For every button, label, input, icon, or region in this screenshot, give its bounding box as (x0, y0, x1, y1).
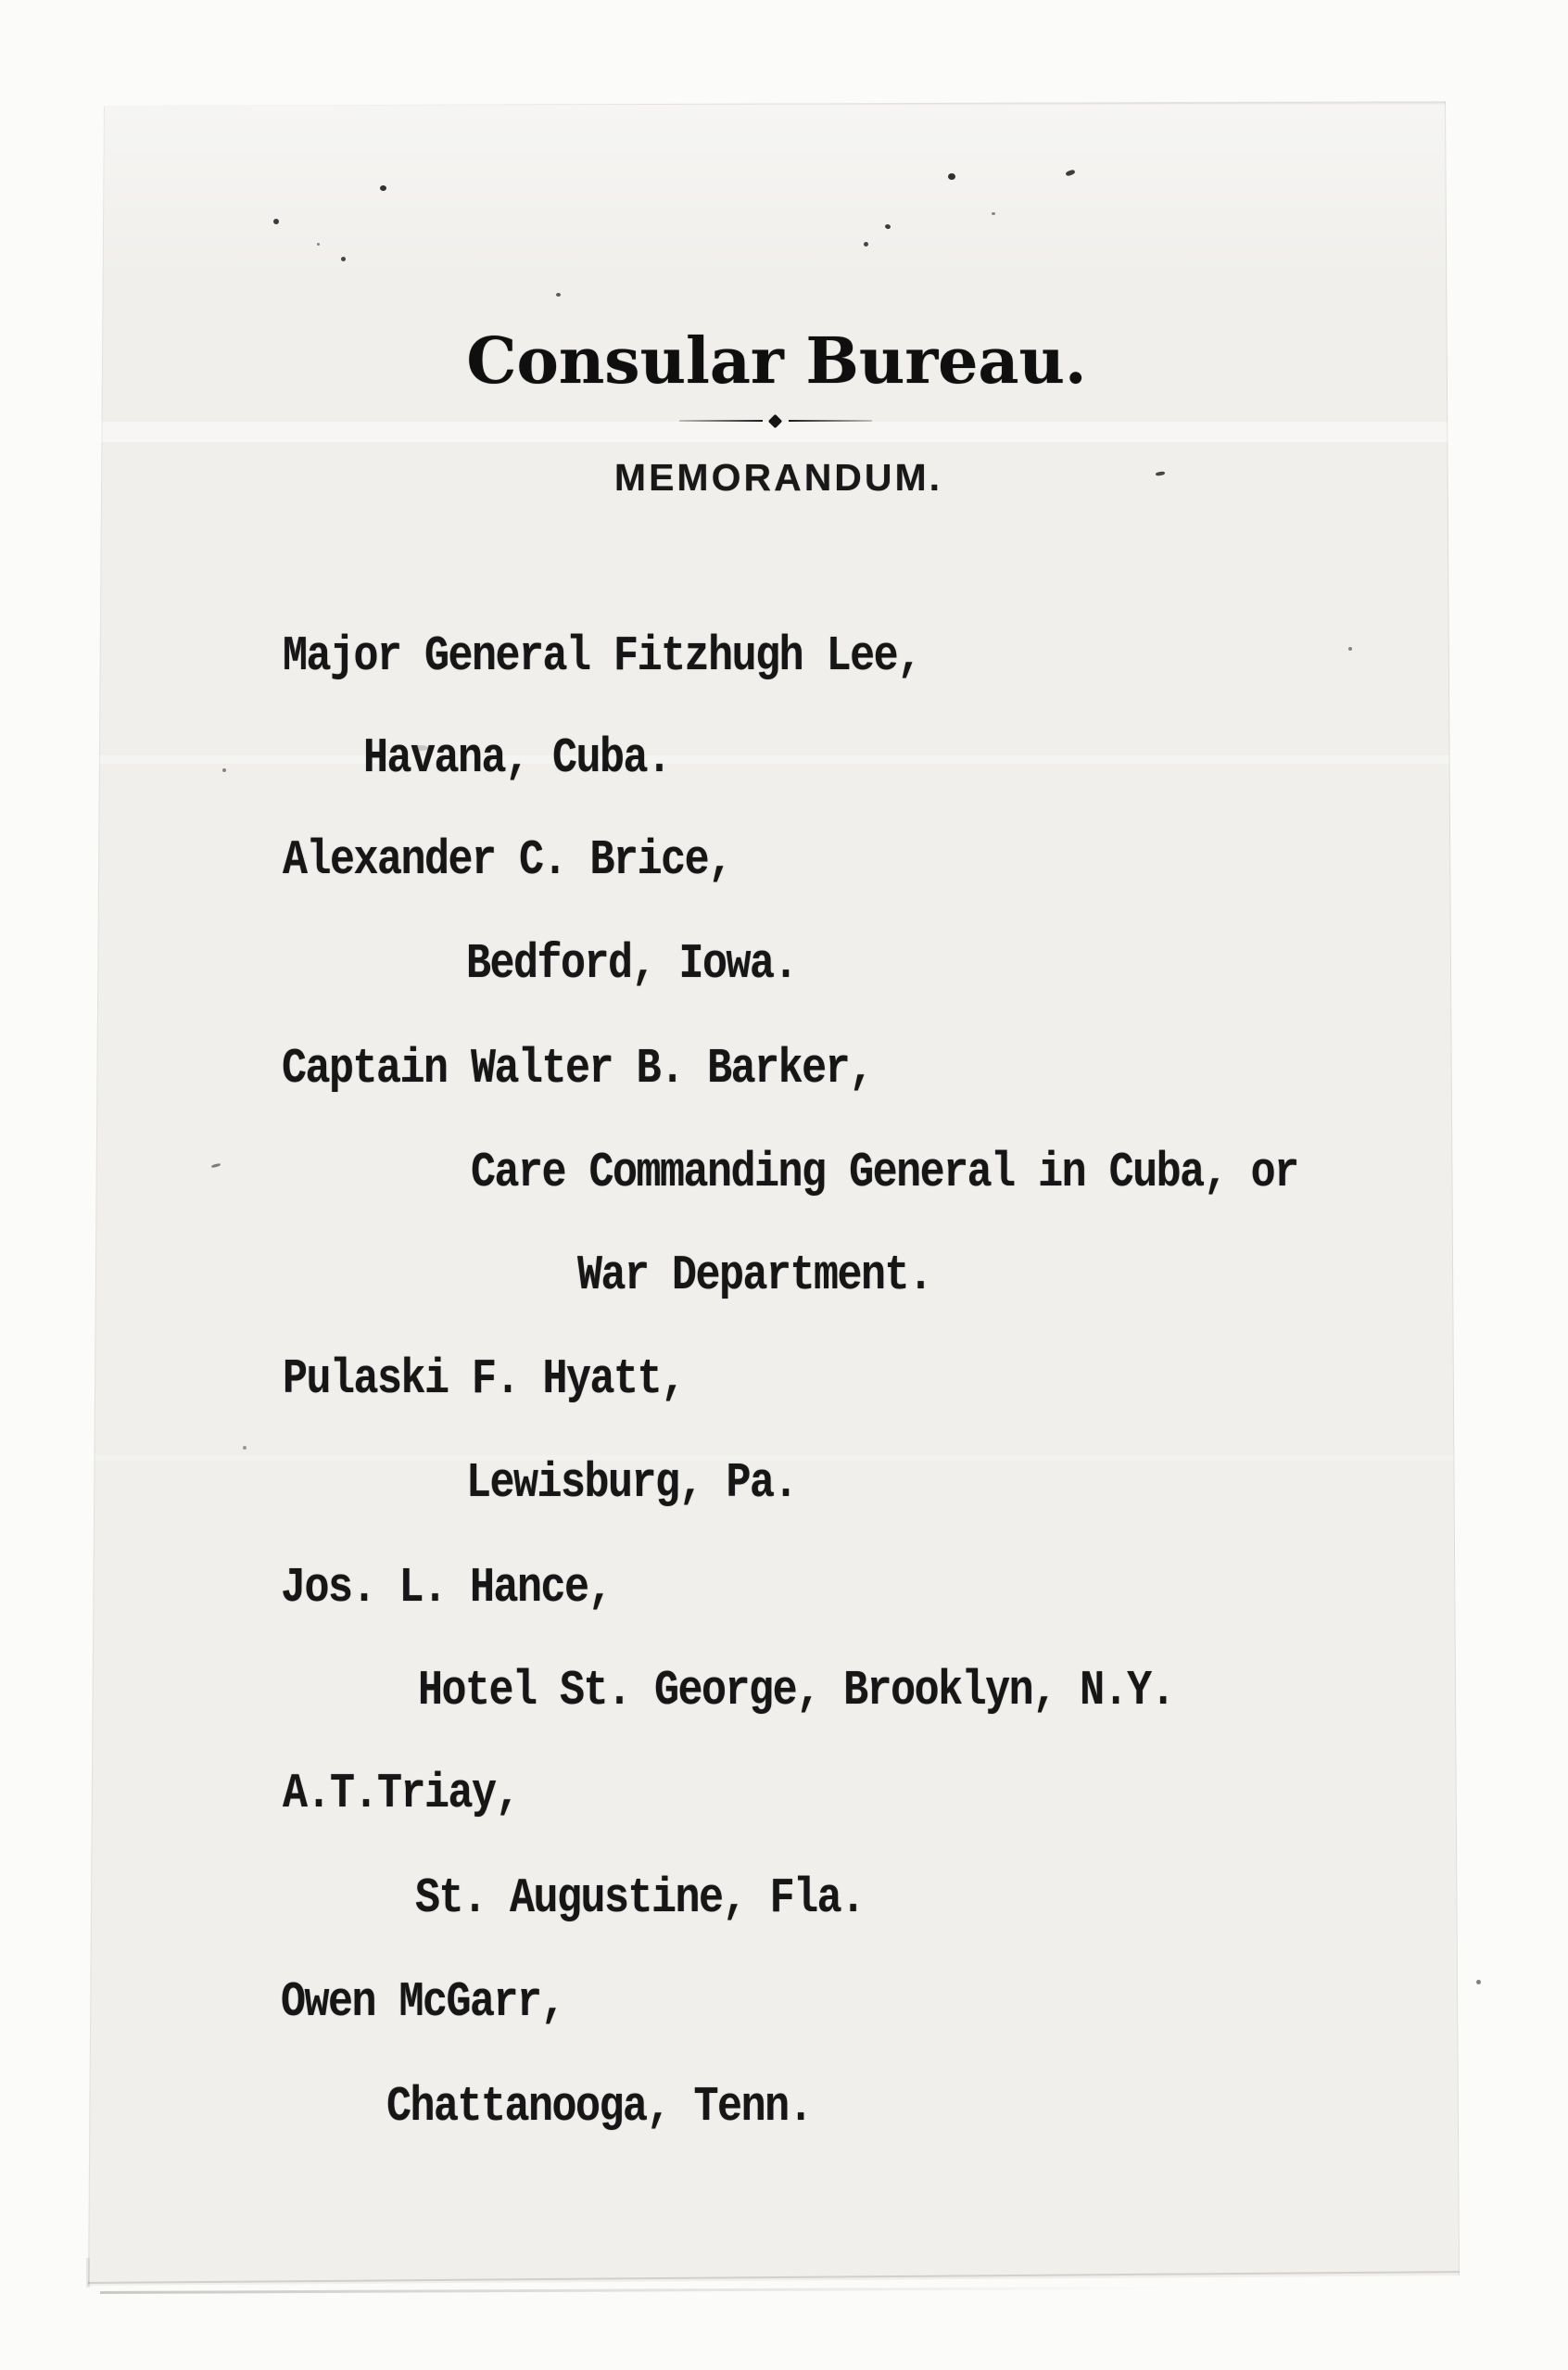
scan-light-band (0, 755, 1568, 764)
paper-edge-top (104, 101, 1446, 106)
ink-speck (948, 173, 955, 180)
address-line: Chattanooga, Tenn. (386, 2079, 813, 2136)
divider-rule-right (789, 420, 872, 422)
ink-speck (341, 257, 346, 261)
ink-speck (1348, 647, 1352, 651)
ink-speck (222, 768, 226, 772)
recipient-name: Major General Fitzhugh Lee, (283, 628, 921, 685)
under-sheet-edge (100, 2287, 1166, 2294)
address-line: Lewisburg, Pa. (466, 1455, 798, 1512)
ink-speck (992, 212, 995, 215)
ink-speck (1476, 1980, 1481, 1984)
paper-edge-left (87, 107, 105, 2286)
recipient-name: Owen McGarr, (281, 1974, 565, 2031)
address-line: Havana, Cuba. (363, 730, 671, 787)
address-line: St. Augustine, Fla. (415, 1870, 865, 1927)
ink-speck (556, 293, 561, 297)
address-line: Hotel St. George, Brooklyn, N.Y. (418, 1663, 1175, 1719)
diamond-ornament-icon (768, 414, 783, 429)
ink-smudge (414, 745, 428, 751)
paper-edge-bottom (88, 2271, 1460, 2284)
ink-speck (380, 185, 386, 191)
memorandum-label: MEMORANDUM. (613, 456, 943, 499)
scan-light-band (0, 105, 1568, 281)
address-line: Care Commanding General in Cuba, or (471, 1145, 1298, 1201)
recipient-name: Pulaski F. Hyatt, (283, 1351, 685, 1408)
address-line: Bedford, Iowa. (466, 936, 798, 993)
recipient-name: Alexander C. Brice, (283, 832, 732, 889)
ink-speck (243, 1446, 247, 1450)
divider-rule-left (679, 420, 763, 422)
paper-edge-right (1445, 102, 1461, 2276)
recipient-name: A.T.Triay, (283, 1766, 520, 1822)
ink-speck (273, 219, 279, 224)
ornamental-divider (679, 415, 872, 426)
address-line: War Department. (577, 1248, 932, 1304)
recipient-name: Jos. L. Hance, (281, 1560, 613, 1616)
ink-speck (317, 243, 320, 246)
recipient-name: Captain Walter B. Barker, (282, 1041, 873, 1097)
letterhead-title: Consular Bureau. (466, 324, 1087, 399)
ink-speck (864, 242, 868, 247)
under-sheet-corner (86, 2258, 90, 2288)
